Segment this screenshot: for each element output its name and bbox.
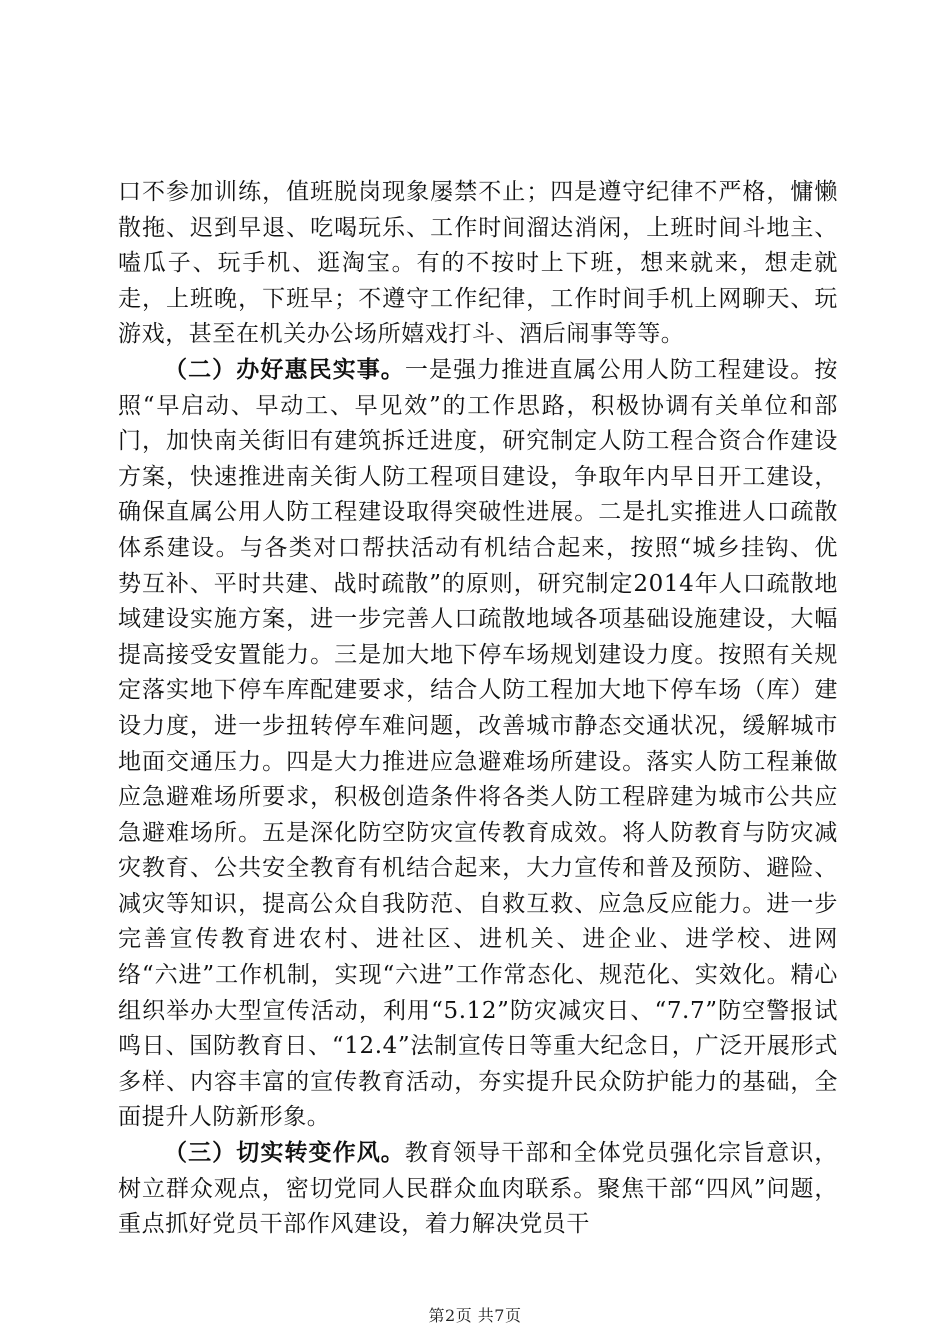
page-footer: 第2页 共7页 — [428, 1306, 522, 1325]
section-body-2: 一是强力推进直属公用人防工程建设。按照“早启动、早动工、早见效”的工作思路，积极协调有关单位和部门，加快南关街旧有建筑拆迁进度，研究制定人防工程合资合作建设方案，快速推进南关街人防工程项目建设，争取年内早日开工建设，确保直属公用人防工程建设取得突破性进展。二是扎实推进人口疏散体系建设。与各类对口帮扶活动有机结合起来，按照“城乡挂钩、优势互补、平时共建、战时疏散”的原则，研究制定2014年人口疏散地域建设实施方案，进一步完善人口疏散地域各项基础设施建设，大幅提高接受安置能力。三是加大地下停车场规划建设力度。按照有关规定落实地下停车库配建要求，结合人防工程加大地下停车场（库）建设力度，进一步扭转停车难问题，改善城市静态交通状况，缓解城市地面交通压力。四是大力推进应急避难场所建设。落实人防工程兼做应急避难场所要求，积极创造条件将各类人防工程辟建为城市公共应急避难场所。五是深化防空防灾宣传教育成效。将人防教育与防灾减灾教育、公共安全教育有机结合起来，大力宣传和普及预防、避险、减灾等知识，提高公众自我防范、自救互救、应急反应能力。进一步完善宣传教育进农村、进社区、进机关、进企业、进学校、进网络“六进”工作机制，实现“六进”工作常态化、规范化、实效化。精心组织举办大型宣传活动，利用“5.12”防灾减灾日、“7.7”防空警报试鸣日、国防教育日、“12.4”法制宣传日等重大纪念日，广泛开展形式多样、内容丰富的宣传教育活动，夯实提升民众防护能力的基础，全面提升人防新形象。 — [118, 356, 838, 1131]
document-body — [118, 175, 838, 1243]
section-body-3: 教育领导干部和全体党员强化宗旨意识，树立群众观点，密切党同人民群众血肉联系。聚焦干部“四风”问题，重点抓好党员干部作风建设，着力解决党员干 — [118, 1140, 838, 1238]
section-heading-2: （二）办好惠民实事。 — [164, 356, 405, 383]
section-paragraph-2 — [118, 353, 838, 1136]
continuation-paragraph: 口不参加训练，值班脱岗现象屡禁不止；四是遵守纪律不严格，慵懒散拖、迟到早退、吃喝玩乐、工作时间溜达消闲，上班时间斗地主、嗑瓜子、玩手机、逛淘宝。有的不按时上下班，想来就来，想走就走，上班晚，下班早；不遵守工作纪律，工作时间手机上网聊天、玩游戏，甚至在机关办公场所嬉戏打斗、酒后闹事等等。 — [118, 179, 838, 348]
section-paragraph-3 — [118, 1136, 838, 1243]
section-heading-3: （三）切实转变作风。 — [164, 1140, 405, 1167]
